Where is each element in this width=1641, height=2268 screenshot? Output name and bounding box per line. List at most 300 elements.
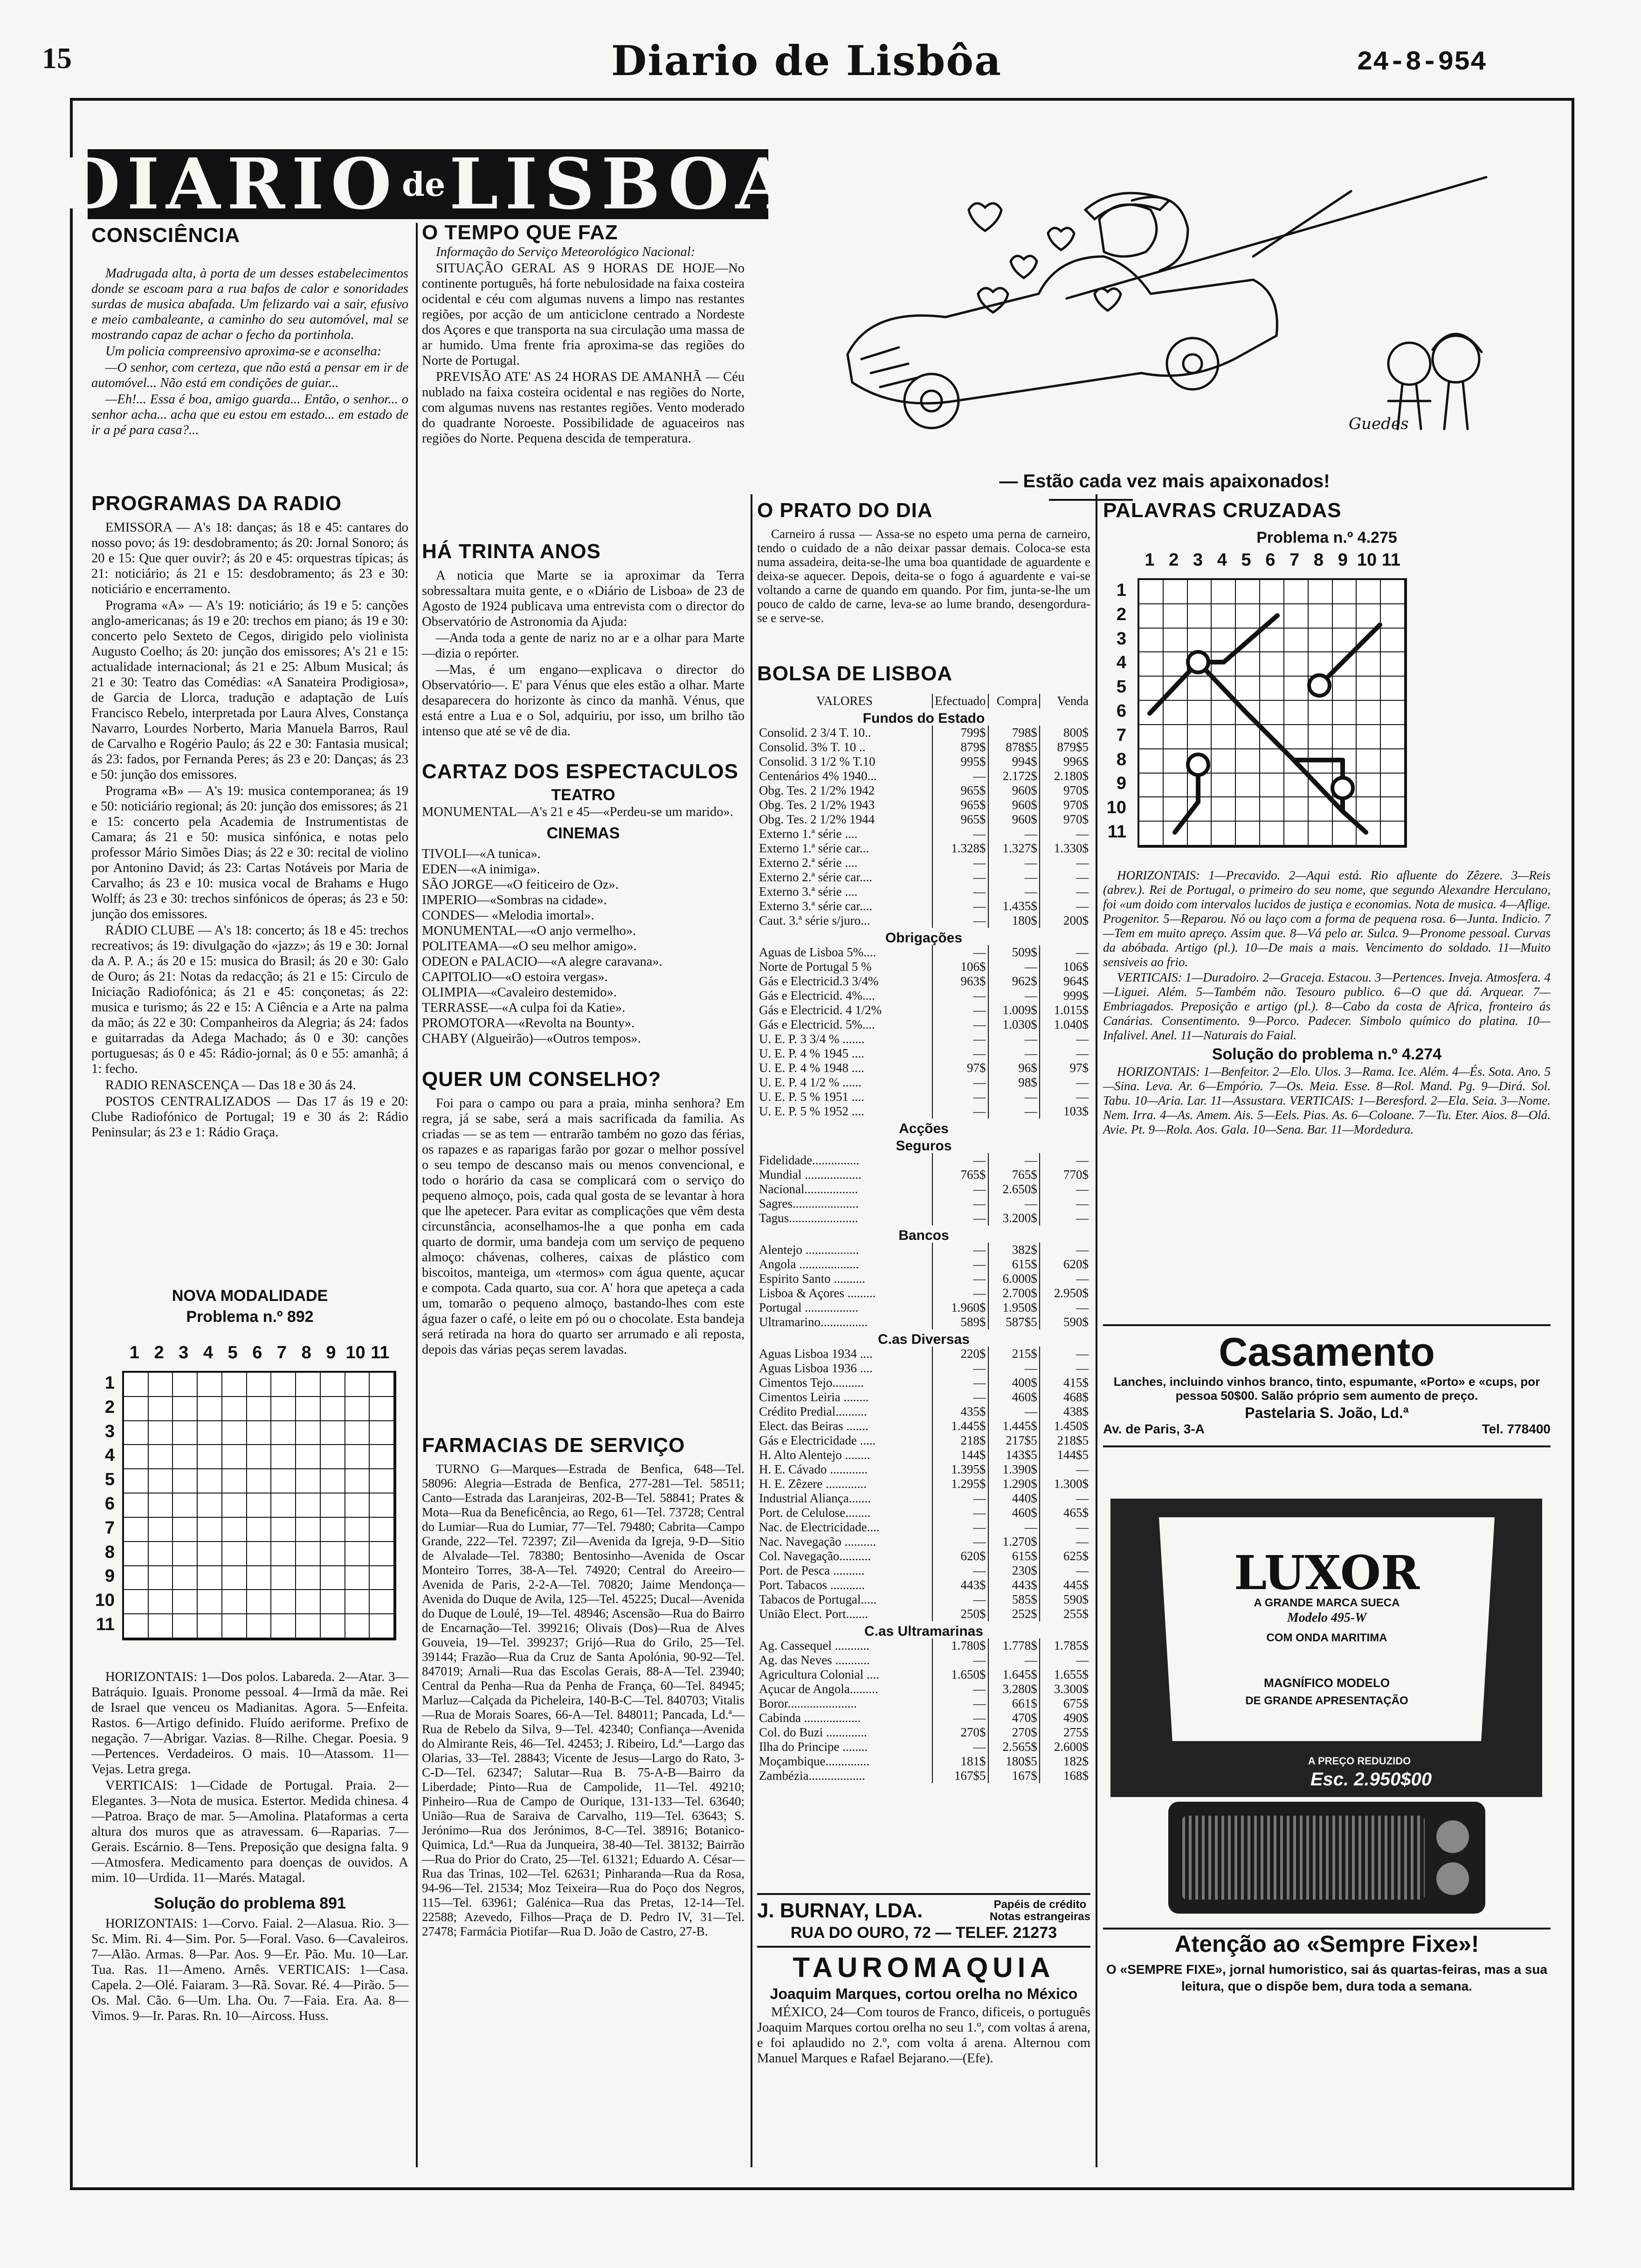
- price-compra: 994$: [988, 754, 1040, 769]
- price-venda: 970$: [1040, 783, 1090, 798]
- crossword-cell[interactable]: [247, 1566, 272, 1590]
- luxor-sub1: A GRANDE MARCA SUECA: [1254, 1597, 1400, 1609]
- security-name: Gás e Electricidade .....: [759, 1433, 876, 1447]
- security-name: Lisboa & Açores .........: [759, 1286, 876, 1300]
- price-compra: —: [988, 1653, 1040, 1667]
- crossword-cell[interactable]: [345, 1397, 370, 1421]
- crossword-cell[interactable]: [296, 1397, 321, 1421]
- crossword-cell[interactable]: [222, 1494, 247, 1518]
- trinta-p1: A noticia que Marte se ia aproximar da Terra sobressaltara muita gente, e o «Diário de Lisboa» de 23 de Agosto de 1924 publicava uma entrevista com o director do Observatório de Astronomia da Ajuda:: [422, 568, 745, 629]
- crossword-cell[interactable]: [198, 1494, 222, 1518]
- page-number: 15: [42, 41, 72, 75]
- crossword-cell[interactable]: [370, 1614, 394, 1639]
- trinta-section: [422, 540, 745, 740]
- row-number: 3: [1116, 629, 1126, 649]
- crossword-cell[interactable]: [198, 1614, 222, 1639]
- crossword-cell[interactable]: [222, 1614, 247, 1639]
- price-efectuado: —: [932, 1153, 988, 1168]
- crossword-cell[interactable]: [296, 1469, 321, 1494]
- security-name: H. E. Zêzere .............: [759, 1477, 867, 1491]
- crossword-cell[interactable]: [296, 1518, 321, 1542]
- crossword-cell[interactable]: [271, 1445, 296, 1469]
- programas-p5: RADIO RENASCENÇA — Das 18 e 30 ás 24.: [105, 1078, 356, 1093]
- bolsa-section-title: Bancos: [898, 1228, 949, 1243]
- crossword-cell[interactable]: [198, 1518, 222, 1542]
- crossword-cell[interactable]: [321, 1542, 345, 1566]
- crossword-cell[interactable]: [296, 1445, 321, 1469]
- price-venda: —: [1040, 1361, 1090, 1376]
- price-compra: 180$: [988, 913, 1040, 928]
- crossword-cell[interactable]: [321, 1566, 345, 1590]
- price-compra: —: [988, 1046, 1040, 1061]
- sempre-fixe-ad: [1103, 1930, 1551, 1995]
- security-name: Consolid. 2 3/4 T. 10..: [759, 726, 871, 740]
- table-row: [757, 1300, 1090, 1315]
- price-efectuado: 965$: [932, 783, 988, 798]
- security-name: Alentejo .................: [759, 1243, 859, 1257]
- price-compra: —: [988, 1196, 1040, 1211]
- crossword-cell[interactable]: [271, 1494, 296, 1518]
- price-compra: 1.030$: [988, 1017, 1040, 1032]
- price-efectuado: —: [932, 913, 988, 928]
- prato-title: O PRATO DO DIA: [757, 499, 933, 522]
- crossword-cell[interactable]: [173, 1566, 198, 1590]
- price-venda: 415$: [1040, 1376, 1090, 1390]
- price-efectuado: 1.445$: [932, 1419, 988, 1433]
- security-name: Ilha do Principe ........: [759, 1740, 868, 1754]
- price-efectuado: —: [932, 1361, 988, 1376]
- crossword-cell[interactable]: [345, 1614, 370, 1639]
- crossword-cell[interactable]: [345, 1373, 370, 1397]
- table-row: [757, 1272, 1090, 1286]
- crossword-cell[interactable]: [296, 1373, 321, 1397]
- price-venda: 2.950$: [1040, 1286, 1090, 1300]
- price-venda: —: [1040, 1196, 1090, 1211]
- crossword-cell[interactable]: [198, 1590, 222, 1614]
- crossword-cell[interactable]: [370, 1469, 394, 1494]
- row-number: 8: [104, 1542, 115, 1562]
- column-rule: [416, 223, 418, 2167]
- table-row: [757, 1740, 1090, 1754]
- palavras-problem: Problema n.º 4.275: [1256, 529, 1397, 546]
- crossword-cell[interactable]: [247, 1373, 272, 1397]
- price-efectuado: —: [932, 1257, 988, 1272]
- row-number: 10: [95, 1590, 115, 1611]
- crossword-cell[interactable]: [296, 1590, 321, 1614]
- security-name: Açucar de Angola.........: [759, 1682, 878, 1696]
- crossword-cell[interactable]: [321, 1397, 345, 1421]
- nova-title: NOVA MODALIDADE: [172, 1287, 328, 1305]
- crossword-cell[interactable]: [271, 1566, 296, 1590]
- price-efectuado: —: [932, 1104, 988, 1119]
- crossword-cell[interactable]: [149, 1542, 173, 1566]
- crossword-cell[interactable]: [296, 1614, 321, 1639]
- crossword-cell[interactable]: [370, 1542, 394, 1566]
- crossword-cell[interactable]: [198, 1566, 222, 1590]
- price-venda: —: [1040, 1272, 1090, 1286]
- crossword-cell[interactable]: [345, 1542, 370, 1566]
- price-efectuado: 1.650$: [932, 1667, 988, 1682]
- crossword-cell[interactable]: [124, 1542, 149, 1566]
- casamento-ad: [1103, 1324, 1551, 1437]
- price-venda: 106$: [1040, 960, 1090, 974]
- crossword-cell[interactable]: [149, 1421, 173, 1445]
- security-name: Col. Navegação..........: [759, 1549, 871, 1563]
- price-efectuado: —: [932, 1017, 988, 1032]
- col-number: 2: [1169, 550, 1179, 570]
- nova-problem: Problema n.º 892: [186, 1308, 314, 1326]
- price-venda: 964$: [1040, 974, 1090, 989]
- crossword-cell[interactable]: [149, 1397, 173, 1421]
- price-compra: 1.445$: [988, 1419, 1040, 1433]
- programas-section: [91, 492, 408, 1141]
- crossword-cell[interactable]: [124, 1494, 149, 1518]
- crossword-cell[interactable]: [173, 1445, 198, 1469]
- nova-clues: [91, 1669, 408, 2025]
- bolsa-rows: [757, 708, 1090, 1783]
- price-compra: 2.565$: [988, 1740, 1040, 1754]
- crossword-cell[interactable]: [149, 1614, 173, 1639]
- man-head: [1099, 205, 1157, 256]
- grid-circle: [1188, 652, 1208, 672]
- crossword-cell[interactable]: [149, 1445, 173, 1469]
- price-venda: 2.600$: [1040, 1740, 1090, 1754]
- crossword-cell[interactable]: [173, 1421, 198, 1445]
- crossword-cell[interactable]: [149, 1518, 173, 1542]
- price-efectuado: —: [932, 989, 988, 1003]
- price-compra: 2.700$: [988, 1286, 1040, 1300]
- price-venda: 800$: [1040, 726, 1090, 740]
- price-compra: —: [988, 827, 1040, 841]
- crossword-cell[interactable]: [321, 1469, 345, 1494]
- crossword-cell[interactable]: [247, 1518, 272, 1542]
- crossword-cell[interactable]: [173, 1469, 198, 1494]
- price-venda: 168$: [1040, 1769, 1090, 1783]
- security-name: U. E. P. 4 1/2 % ......: [759, 1075, 862, 1089]
- price-venda: —: [1040, 1520, 1090, 1535]
- crossword-cell[interactable]: [345, 1494, 370, 1518]
- crossword-cell[interactable]: [321, 1614, 345, 1639]
- grid-circle: [1309, 675, 1330, 696]
- crossword-cell[interactable]: [370, 1566, 394, 1590]
- crossword-cell[interactable]: [173, 1397, 198, 1421]
- crossword-cell[interactable]: [198, 1397, 222, 1421]
- security-name: Aguas de Lisboa 5%....: [759, 945, 876, 959]
- security-name: Mundial ..................: [759, 1168, 862, 1182]
- table-row: [757, 1491, 1090, 1506]
- bolsa-title: BOLSA DE LISBOA: [757, 662, 953, 685]
- crossword-cell[interactable]: [198, 1445, 222, 1469]
- row-number: 9: [1116, 774, 1126, 794]
- price-venda: —: [1040, 1347, 1090, 1361]
- security-name: Externo 2.ª série car....: [759, 870, 872, 884]
- crossword-cell[interactable]: [321, 1421, 345, 1445]
- table-row: [757, 1506, 1090, 1520]
- price-venda: 200$: [1040, 913, 1090, 928]
- crossword-cell[interactable]: [345, 1566, 370, 1590]
- crossword-cell[interactable]: [222, 1542, 247, 1566]
- security-name: Caut. 3.ª série s/juro...: [759, 913, 870, 927]
- price-efectuado: —: [932, 1376, 988, 1390]
- security-name: Agricultura Colonial ....: [759, 1667, 879, 1681]
- conselho-section: [422, 1068, 745, 1358]
- table-row: [757, 945, 1090, 960]
- price-compra: 382$: [988, 1243, 1040, 1257]
- table-row: [757, 1419, 1090, 1433]
- price-compra: —: [988, 1090, 1040, 1104]
- crossword-cell[interactable]: [345, 1590, 370, 1614]
- table-row: [757, 1682, 1090, 1696]
- crossword-cell[interactable]: [222, 1566, 247, 1590]
- nova-solucao-title: Solução do problema 891: [154, 1895, 346, 1912]
- crossword-cell[interactable]: [271, 1542, 296, 1566]
- price-venda: 1.330$: [1040, 841, 1090, 856]
- crossword-cell[interactable]: [198, 1373, 222, 1397]
- crossword-cell[interactable]: [124, 1566, 149, 1590]
- price-compra: 1.270$: [988, 1535, 1040, 1549]
- column-rule: [1096, 494, 1097, 2167]
- conselho-p1: Foi para o campo ou para a praia, minha senhora? Em regra, já se sabe, será a mais sacrificada da familia. As criadas — se as tem — entrarão também no gozo das férias, os rapazes e as raparigas farão por gozar o melhor possível o seu tempo de descanso mais ou menos convencional, e todo o horário da casa se complicará com o serviço do pequeno almoço, pois, cada qual gosta de se levantar à hora que lhe apetecer. Para evitar as complicações que vêm desta circunstância, aconselhamos-lhe a que ponha em cada quarto de dormir, uma bandeja com um serviço de pequeno almoço: chávenas, colheres, caixas de plástico com biscoitos, manteiga, um «termos» com água quente, açucar e compota. Cada quarto, sua cor. A' hora que apeteça a cada um, tomarão o pequeno almoço, bastando-lhes com este água fazer o café, o leite em pó ou o chocolate. Esta bandeja será retirada na hora do quarto ser arrumado e ali reposta, depois das várias peças serem lavadas.: [422, 1096, 745, 1357]
- burnay-name: J. BURNAY, LDA.: [757, 1899, 923, 1922]
- casamento-tel: Tel. 778400: [1482, 1422, 1551, 1436]
- price-venda: 144$5: [1040, 1448, 1090, 1462]
- security-name: Externo 1.ª série ....: [759, 827, 858, 841]
- crossword-cell[interactable]: [222, 1518, 247, 1542]
- crossword-cell[interactable]: [271, 1397, 296, 1421]
- crossword-cell[interactable]: [124, 1590, 149, 1614]
- price-venda: 770$: [1040, 1168, 1090, 1182]
- crossword-cell[interactable]: [370, 1421, 394, 1445]
- price-compra: —: [988, 856, 1040, 870]
- crossword-cell[interactable]: [271, 1373, 296, 1397]
- crossword-cell[interactable]: [173, 1373, 198, 1397]
- security-name: Nac. Navegação ..........: [759, 1535, 876, 1549]
- price-venda: 1.450$: [1040, 1419, 1090, 1433]
- crossword-cell[interactable]: [198, 1469, 222, 1494]
- crossword-cell[interactable]: [198, 1421, 222, 1445]
- crossword-cell[interactable]: [222, 1421, 247, 1445]
- price-venda: 620$: [1040, 1257, 1090, 1272]
- price-compra: 1.950$: [988, 1300, 1040, 1315]
- crossword-cell[interactable]: [124, 1445, 149, 1469]
- page-date: 24-8-954: [1357, 48, 1487, 78]
- price-compra: —: [988, 1104, 1040, 1119]
- crossword-cell[interactable]: [124, 1373, 149, 1397]
- crossword-cell[interactable]: [370, 1590, 394, 1614]
- bolsa-section-header: [757, 928, 1090, 945]
- crossword-cell[interactable]: [247, 1397, 272, 1421]
- crossword-cell[interactable]: [345, 1469, 370, 1494]
- col-header: Efectuado: [932, 694, 988, 708]
- col-number: 2: [154, 1343, 164, 1362]
- price-compra: 180$5: [988, 1754, 1040, 1769]
- conselho-title: QUER UM CONSELHO?: [422, 1068, 662, 1091]
- security-name: Ag. das Neves ...........: [759, 1653, 870, 1667]
- nova-crossword-grid[interactable]: [122, 1371, 396, 1640]
- price-efectuado: 97$: [932, 1061, 988, 1075]
- row-number: 8: [1116, 749, 1126, 769]
- price-efectuado: 270$: [932, 1725, 988, 1740]
- crossword-cell[interactable]: [149, 1469, 173, 1494]
- crossword-cell[interactable]: [173, 1494, 198, 1518]
- crossword-cell[interactable]: [124, 1614, 149, 1639]
- price-venda: 468$: [1040, 1390, 1090, 1404]
- security-name: Consolid. 3% T. 10 ..: [759, 740, 866, 754]
- price-efectuado: —: [932, 1032, 988, 1046]
- crossword-cell[interactable]: [370, 1373, 394, 1397]
- crossword-cell[interactable]: [271, 1469, 296, 1494]
- price-compra: 1.645$: [988, 1667, 1040, 1682]
- price-venda: 2.180$: [1040, 769, 1090, 783]
- cartoon-signature: Guedes: [1349, 415, 1409, 433]
- prato-section: [757, 499, 1090, 626]
- crossword-cell[interactable]: [173, 1590, 198, 1614]
- crossword-cell[interactable]: [247, 1494, 272, 1518]
- crossword-cell[interactable]: [321, 1590, 345, 1614]
- col-number: 6: [252, 1343, 262, 1362]
- crossword-cell[interactable]: [173, 1542, 198, 1566]
- bolsa-section: [757, 662, 1090, 1783]
- crossword-cell[interactable]: [149, 1590, 173, 1614]
- crossword-cell[interactable]: [222, 1397, 247, 1421]
- palavras-title: PALAVRAS CRUZADAS: [1103, 499, 1342, 522]
- crossword-cell[interactable]: [345, 1445, 370, 1469]
- crossword-cell[interactable]: [198, 1542, 222, 1566]
- crossword-cell[interactable]: [247, 1542, 272, 1566]
- cinema-item: CONDES— «Melodia imortal».: [422, 908, 594, 923]
- crossword-cell[interactable]: [321, 1445, 345, 1469]
- crossword-cell[interactable]: [370, 1518, 394, 1542]
- col-number: 3: [1193, 550, 1203, 570]
- crossword-cell[interactable]: [247, 1469, 272, 1494]
- table-row: [757, 1520, 1090, 1535]
- row-number: 4: [1116, 653, 1126, 673]
- table-row: [757, 740, 1090, 754]
- price-efectuado: 167$5: [932, 1769, 988, 1783]
- casamento-address: Av. de Paris, 3-A: [1103, 1422, 1205, 1436]
- price-compra: 2.172$: [988, 769, 1040, 783]
- crossword-cell[interactable]: [222, 1445, 247, 1469]
- price-venda: 275$: [1040, 1725, 1090, 1740]
- price-venda: 1.040$: [1040, 1017, 1090, 1032]
- table-row: [757, 989, 1090, 1003]
- security-name: U. E. P. 3 3/4 % .......: [759, 1032, 865, 1046]
- burnay-tag2: Notas estrangeiras: [989, 1910, 1090, 1923]
- crossword-cell[interactable]: [149, 1494, 173, 1518]
- crossword-cell[interactable]: [271, 1614, 296, 1639]
- palavras-horizontais: HORIZONTAIS: 1—Precavido. 2—Aqui está. Rio afluente do Zêzere. 3—Reis (abrev.). Rei de Portugal, o primeiro do seu nome, que segundo Alexandre Herculano, foi «um doido com intervalos lucidos de justiça e economias. Nota de musica. 4—Aflige. Progenitor. 5—Reparou. Nó ou laço com a forma de pequena rosa. 6—Junta. Indicio. 7—Tem em muito apreço. Assim que. 8—Vá pelo ar. Sulca. 9—Pronome pessoal. Curvas da abóbada. Artigo (pl.). 10—De mais a mais. Vencimento do soldado. 11—Muito sensiveis ao frio.: [1103, 868, 1551, 969]
- security-name: Fidelidade...............: [759, 1153, 860, 1167]
- price-efectuado: 1.960$: [932, 1300, 988, 1315]
- crossword-cell[interactable]: [173, 1518, 198, 1542]
- crossword-cell[interactable]: [124, 1397, 149, 1421]
- sempre-text: O «SEMPRE FIXE», jornal humoristico, sai ás quartas-feiras, mas a sua leitura, que o dispõe bem, dura toda a semana.: [1106, 1962, 1548, 1993]
- security-name: Port. de Pesca ..........: [759, 1563, 865, 1577]
- col-header: VALORES: [816, 694, 873, 708]
- price-compra: 96$: [988, 1061, 1040, 1075]
- tempo-intro: Informação do Serviço Meteorológico Nacional:: [436, 245, 696, 259]
- col-number: 4: [203, 1343, 213, 1362]
- crossword-cell[interactable]: [247, 1421, 272, 1445]
- crossword-cell[interactable]: [296, 1421, 321, 1445]
- crossword-cell[interactable]: [370, 1445, 394, 1469]
- bolsa-subsection-title: Seguros: [896, 1138, 952, 1154]
- crossword-cell[interactable]: [124, 1421, 149, 1445]
- security-name: U. E. P. 5 % 1952 ....: [759, 1104, 864, 1118]
- crossword-cell[interactable]: [149, 1373, 173, 1397]
- crossword-cell[interactable]: [149, 1566, 173, 1590]
- nova-solucao: HORIZONTAIS: 1—Corvo. Faial. 2—Alasua. Rio. 3—Sc. Mim. Ri. 4—Sim. Por. 5—Foral. Vaso. 6—Cavaleiros. 7—Alão. Armas. 8—Par. Aos. 9—Er. Pão. Mu. 10—Lar. Tua. Ras. 11—Ameno. Arnês. VERTICAIS: 1—Casa. Capela. 2—Olé. Faiaram. 3—Rã. Sovar. Ré. 4—Pirão. 5—Os. Mal. Cão. 6—Um. Lha. Ou. 7—Faia. Era. Aa. 8—Vimos. 9—Ir. Paras. Rn. 10—Aircoss. Huss.: [91, 1916, 408, 2023]
- table-row: [757, 1639, 1090, 1653]
- luxor-ad: [1103, 1445, 1551, 1929]
- price-efectuado: —: [932, 769, 988, 783]
- casamento-shop: Pastelaria S. João, Ld.ª: [1245, 1404, 1409, 1421]
- table-row: [757, 1286, 1090, 1300]
- table-row: [757, 1607, 1090, 1621]
- crossword-cell[interactable]: [296, 1494, 321, 1518]
- col-number: 10: [345, 1343, 365, 1362]
- price-compra: 3.200$: [988, 1211, 1040, 1225]
- crossword-cell[interactable]: [321, 1518, 345, 1542]
- security-name: Gás e Electricid. 4%....: [759, 989, 875, 1003]
- crossword-cell[interactable]: [247, 1445, 272, 1469]
- palavras-solucao-title: Solução do problema n.º 4.274: [1212, 1045, 1442, 1063]
- crossword-cell[interactable]: [173, 1614, 198, 1639]
- crossword-cell[interactable]: [222, 1469, 247, 1494]
- col-number: 11: [1381, 550, 1400, 570]
- security-name: Cimentos Tejo..........: [759, 1376, 864, 1390]
- security-name: Zambézia..................: [759, 1769, 865, 1783]
- table-row: [757, 1667, 1090, 1682]
- crossword-cell[interactable]: [124, 1518, 149, 1542]
- price-compra: —: [988, 1153, 1040, 1168]
- price-compra: 443$: [988, 1578, 1040, 1592]
- price-venda: —: [1040, 1182, 1090, 1196]
- crossword-cell[interactable]: [271, 1518, 296, 1542]
- crossword-cell[interactable]: [370, 1494, 394, 1518]
- crossword-cell[interactable]: [345, 1421, 370, 1445]
- crossword-cell[interactable]: [321, 1494, 345, 1518]
- price-venda: —: [1040, 1211, 1090, 1225]
- crossword-cell[interactable]: [222, 1590, 247, 1614]
- crossword-cell[interactable]: [345, 1518, 370, 1542]
- row-number: 4: [104, 1445, 115, 1466]
- crossword-cell[interactable]: [271, 1421, 296, 1445]
- price-efectuado: —: [932, 1711, 988, 1725]
- price-venda: 675$: [1040, 1696, 1090, 1711]
- price-efectuado: —: [932, 1653, 988, 1667]
- crossword-cell[interactable]: [271, 1590, 296, 1614]
- crossword-cell[interactable]: [296, 1542, 321, 1566]
- table-row: [757, 1433, 1090, 1448]
- crossword-cell[interactable]: [370, 1397, 394, 1421]
- crossword-cell[interactable]: [321, 1373, 345, 1397]
- crossword-cell[interactable]: [124, 1469, 149, 1494]
- price-venda: —: [1040, 1153, 1090, 1168]
- farmacias-title: FARMACIAS DE SERVIÇO: [422, 1434, 685, 1457]
- row-number: 6: [1116, 701, 1126, 721]
- row-number: 11: [1107, 822, 1126, 842]
- nova-col-numbers: [122, 1343, 393, 1363]
- security-name: Port. Tabacos ...........: [759, 1578, 865, 1592]
- crossword-cell[interactable]: [296, 1566, 321, 1590]
- price-efectuado: 765$: [932, 1168, 988, 1182]
- price-venda: —: [1040, 870, 1090, 885]
- table-row: [757, 1769, 1090, 1783]
- crossword-cell[interactable]: [247, 1590, 272, 1614]
- crossword-cell[interactable]: [222, 1373, 247, 1397]
- crossword-cell[interactable]: [247, 1614, 272, 1639]
